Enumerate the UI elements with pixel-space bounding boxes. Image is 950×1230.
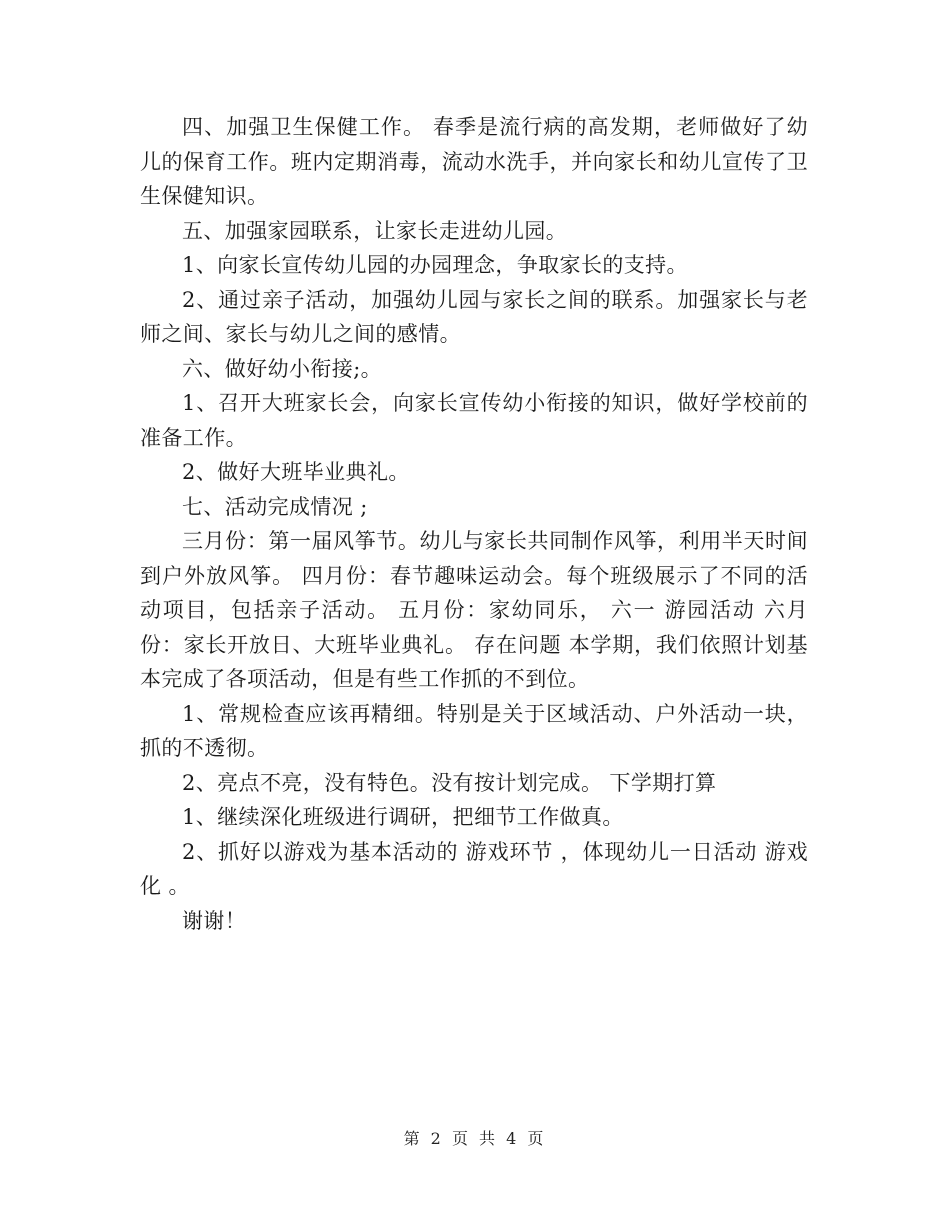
paragraph: 谢谢！ — [182, 908, 247, 933]
document-body — [140, 110, 808, 938]
paragraph: 2、抓好以游戏为基本活动的 游戏环节 ，体现幼儿一日活动 游戏化 。 — [140, 839, 808, 898]
paragraph: 三月份：第一届风筝节。幼儿与家长共同制作风筝，利用半天时间到户外放风筝。 四月份：春节趣味运动会。每个班级展示了不同的活动项目，包括亲子活动。 五月份：家幼同乐， 六一 游园活动 六月份：家长开放日、大班毕业典礼。 存在问题 本学期，我们依照计划基本完成了各项活动，但是有些工作抓的不到位。 — [140, 529, 808, 691]
page-number-footer: 第 2 页 共 4 页 — [403, 1129, 547, 1148]
paragraph: 1、召开大班家长会，向家长宣传幼小衔接的知识，做好学校前的准备工作。 — [140, 391, 808, 450]
paragraph: 七、活动完成情况 ; — [182, 494, 368, 519]
paragraph: 1、常规检查应该再精细。特别是关于区域活动、户外活动一块，抓的不透彻。 — [140, 701, 808, 760]
paragraph: 2、通过亲子活动，加强幼儿园与家长之间的联系。加强家长与老师之间、家长与幼儿之间的感情。 — [140, 287, 808, 346]
paragraph: 2、做好大班毕业典礼。 — [182, 460, 410, 484]
paragraph: 1、继续深化班级进行调研，把细节工作做真。 — [182, 805, 624, 829]
paragraph: 六、做好幼小衔接;。 — [182, 356, 383, 381]
paragraph: 四、加强卫生保健工作。 春季是流行病的高发期，老师做好了幼儿的保育工作。班内定期消毒，流动水洗手，并向家长和幼儿宣传了卫生保健知识。 — [140, 115, 808, 208]
paragraph: 2、亮点不亮，没有特色。没有按计划完成。 下学期打算 — [182, 770, 717, 795]
paragraph: 1、向家长宣传幼儿园的办园理念，争取家长的支持。 — [182, 253, 688, 277]
paragraph: 五、加强家园联系，让家长走进幼儿园。 — [182, 218, 568, 243]
